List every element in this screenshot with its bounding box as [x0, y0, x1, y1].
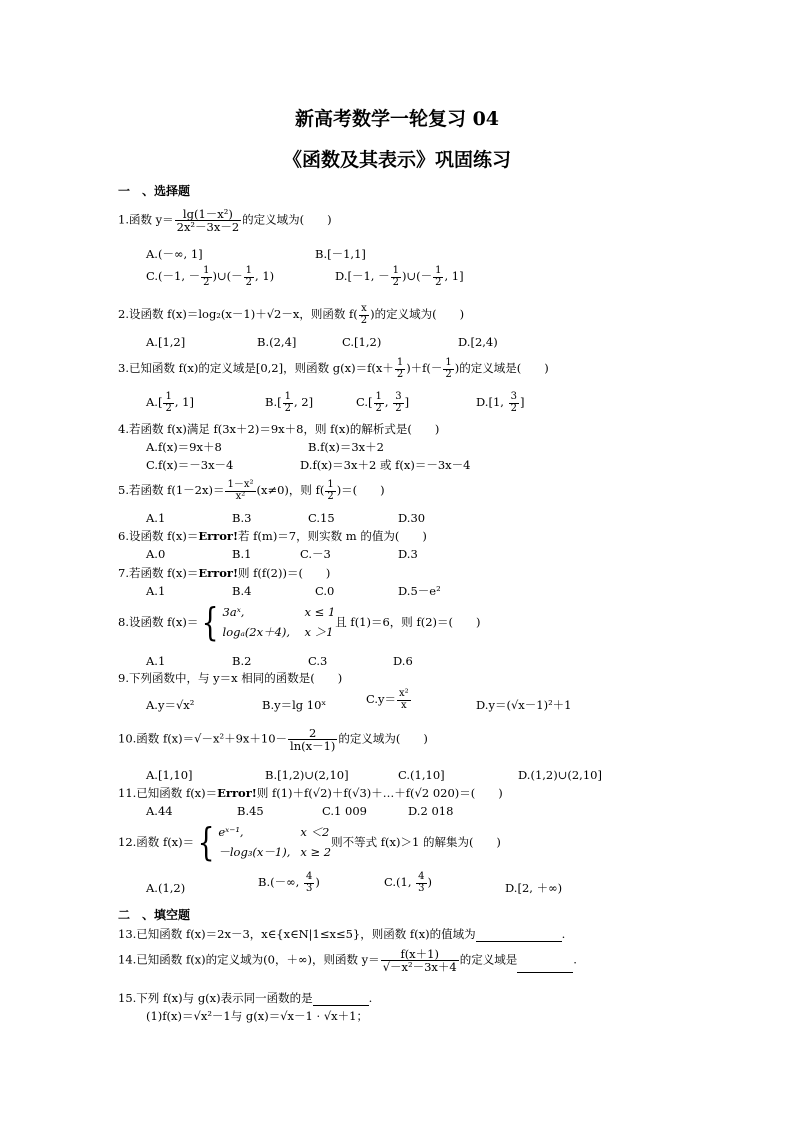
q11-option-b: B.45 — [237, 804, 264, 818]
question-5: 5.若函数 f(1－2x)＝ $\frac{\text{1－x²}}{\text{x²}}$ (x≠0)，则 f( $\frac{1}{2}$ )＝( ) — [118, 479, 385, 502]
q6-option-a: A.0 — [146, 547, 166, 561]
question-4: 4.若函数 f(x)满足 f(3x＋2)＝9x＋8，则 f(x)的解析式是( ) — [118, 422, 440, 436]
q5-option-c: C.15 — [308, 511, 335, 525]
q4-option-a: A.f(x)＝9x＋8 — [146, 440, 222, 454]
question-7: 7.若函数 f(x)＝Error!则 f(f(2))＝( ) — [118, 566, 331, 580]
q12-option-c: C.(1, $\frac{4}{3}$ ) — [384, 871, 433, 894]
q12-option-d: D.[2, ＋∞) — [505, 881, 563, 895]
q3-option-b: B.[ $\frac{1}{2}$ , 2] — [265, 391, 314, 414]
q7-option-b: B.4 — [232, 584, 252, 598]
q13-answer-blank[interactable] — [476, 929, 562, 942]
q9-option-c: C.y＝ $\frac{\text{x²}}{x}$ — [366, 688, 409, 711]
q6-option-b: B.1 — [232, 547, 252, 561]
page-subtitle: 《函数及其表示》巩固练习 — [282, 149, 511, 171]
question-11: 11.已知函数 f(x)＝Error!则 f(1)＋f(√2)＋f(√3)＋…＋f(√2 020)＝( ) — [118, 786, 503, 800]
q12-option-b: B.(－∞, $\frac{4}{3}$ ) — [258, 871, 320, 894]
q5-option-a: A.1 — [146, 511, 166, 525]
q15-item-1: (1)f(x)＝√x²－1与 g(x)＝√x－1 · √x＋1； — [146, 1009, 368, 1023]
q2-option-d: D.[2,4) — [458, 335, 498, 349]
q8-option-d: D.6 — [393, 654, 413, 668]
q14-answer-blank[interactable] — [517, 960, 573, 973]
q5-option-d: D.30 — [398, 511, 426, 525]
q2-option-a: A.[1,2] — [146, 335, 186, 349]
q2-option-b: B.(2,4] — [257, 335, 297, 349]
question-1: 1.函数 y＝ $\frac{\text{lg(1－x²)}}{\text{2x²－3x－2}}$ 的定义域为( ) — [118, 207, 332, 235]
q11-option-d: D.2 018 — [408, 804, 454, 818]
q12-option-a: A.(1,2) — [146, 881, 186, 895]
question-12: 12.函数 f(x)＝{ eˣ⁻¹, x ＜2 －log₃(x－1), x ≥ 2 则不等式 f(x)＞1 的解集为( ) — [118, 820, 501, 864]
question-13: 13.已知函数 f(x)＝2x－3，x∈{x∈N|1≤x≤5}，则函数 f(x)的值域为 . — [118, 927, 566, 941]
q10-option-d: D.(1,2)∪(2,10] — [518, 768, 602, 782]
question-8: 8.设函数 f(x)＝{ 3aˣ, x ≤ 1 logₐ(2x＋4), x ＞1 且 f(1)＝6，则 f(2)＝( ) — [118, 600, 481, 644]
q1-option-c: C.(－1, － $\frac{1}{2}$ )∪(－ $\frac{1}{2}$ , 1) — [146, 265, 275, 288]
q12-piecewise: eˣ⁻¹, x ＜2 －log₃(x－1), x ≥ 2 — [218, 825, 332, 859]
q4-option-c: C.f(x)＝－3x－4 — [146, 458, 234, 472]
q3-option-c: C.[ $\frac{1}{2}$ , $\frac{3}{2}$ ] — [356, 391, 410, 414]
q11-option-c: C.1 009 — [322, 804, 367, 818]
q8-option-a: A.1 — [146, 654, 166, 668]
question-15: 15.下列 f(x)与 g(x)表示同一函数的是 . — [118, 991, 373, 1005]
q1-option-a: A.(－∞, 1] — [146, 247, 203, 261]
q4-option-d: D.f(x)＝3x＋2 或 f(x)＝－3x－4 — [300, 458, 471, 472]
q4-option-b: B.f(x)＝3x＋2 — [308, 440, 384, 454]
q3-option-a: A.[ $\frac{1}{2}$ , 1] — [146, 391, 194, 414]
section-fill-heading: 二 、填空题 — [118, 908, 191, 922]
q7-option-a: A.1 — [146, 584, 166, 598]
question-14: 14.已知函数 f(x)的定义域为(0，＋∞)，则函数 y＝ $\frac{f(x+1)}{\text{√－x²－3x＋4}}$ 的定义域是 . — [118, 947, 577, 975]
q9-option-d: D.y＝(√x－1)²＋1 — [476, 698, 572, 712]
question-2: 2.设函数 f(x)＝log₂(x－1)＋√2－x，则函数 f( $\frac{x}{2}$ )的定义域为( ) — [118, 303, 465, 326]
q10-option-a: A.[1,10] — [146, 768, 193, 782]
q3-option-d: D.[1, $\frac{3}{2}$ ] — [476, 391, 525, 414]
q8-option-b: B.2 — [232, 654, 252, 668]
q9-option-b: B.y＝lg 10ˣ — [262, 698, 327, 712]
q2-option-c: C.[1,2) — [342, 335, 382, 349]
q10-option-b: B.[1,2)∪(2,10] — [265, 768, 349, 782]
page-title: 新高考数学一轮复习 04 — [294, 108, 500, 130]
q10-option-c: C.(1,10] — [398, 768, 445, 782]
q8-brace: { — [201, 600, 219, 644]
q15-answer-blank[interactable] — [313, 993, 369, 1006]
q7-option-c: C.0 — [315, 584, 335, 598]
question-10: 10.函数 f(x)＝√－x²＋9x＋10－ $\frac{2}{\ln(x-1)}$ 的定义域为( ) — [118, 726, 428, 754]
question-6: 6.设函数 f(x)＝Error!若 f(m)＝7，则实数 m 的值为( ) — [118, 529, 427, 543]
question-3: 3.已知函数 f(x)的定义域是[0,2]，则函数 g(x)＝f(x＋ $\frac{1}{2}$ )＋f(－ $\frac{1}{2}$ )的定义域是( ) — [118, 357, 549, 380]
q8-option-c: C.3 — [308, 654, 328, 668]
q6-option-d: D.3 — [398, 547, 418, 561]
q12-brace: { — [197, 820, 215, 864]
question-9: 9.下列函数中，与 y＝x 相同的函数是( ) — [118, 671, 343, 685]
q1-option-d: D.[－1, － $\frac{1}{2}$ )∪(－ $\frac{1}{2}$ , 1] — [335, 265, 464, 288]
q8-piecewise: 3aˣ, x ≤ 1 logₐ(2x＋4), x ＞1 — [222, 605, 336, 639]
q9-option-a: A.y＝√x² — [146, 698, 195, 712]
q6-option-c: C.－3 — [300, 547, 331, 561]
q11-option-a: A.44 — [146, 804, 173, 818]
q7-option-d: D.5－e² — [398, 584, 441, 598]
section-choice-heading: 一 、选择题 — [118, 184, 191, 198]
q5-option-b: B.3 — [232, 511, 252, 525]
q1-option-b: B.[－1,1] — [315, 247, 366, 261]
